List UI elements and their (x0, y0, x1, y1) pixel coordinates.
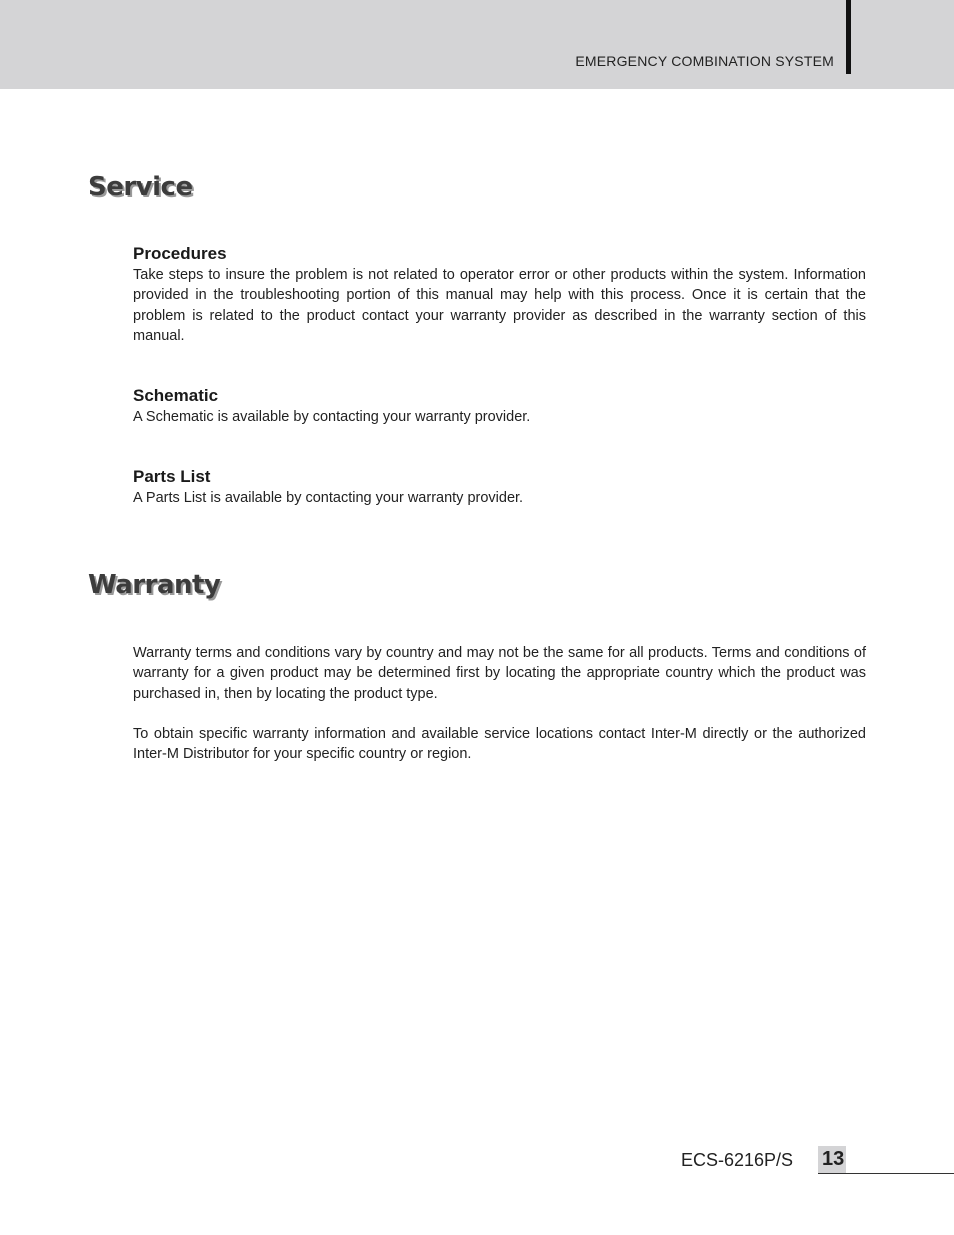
warranty-section-title: Warranty (88, 570, 221, 600)
header-title: EMERGENCY COMBINATION SYSTEM (575, 53, 834, 69)
page-number: 13 (822, 1148, 845, 1170)
service-section-title: Service (88, 172, 193, 202)
parts-list-text: A Parts List is available by contacting your warranty provider. (133, 490, 524, 506)
header-divider (846, 0, 851, 74)
warranty-paragraph-2: To obtain specific warranty information and available service locations contact Inter-M directly or the authorized Inter-M Distributor for your specific country or region. (133, 726, 866, 763)
parts-list-heading: Parts List (133, 467, 211, 486)
warranty-paragraph-1: Warranty terms and conditions vary by country and may not be the same for all products. Terms and conditions of warranty for a given product may be determined first by locating the appropriate country which the product was purchased in, then by locating the product type. (133, 645, 866, 702)
footer-divider (818, 1173, 954, 1174)
schematic-text: A Schematic is available by contacting your warranty provider. (133, 409, 531, 425)
footer-model-number: ECS-6216P/S (681, 1150, 794, 1170)
header-band (0, 0, 954, 89)
schematic-heading: Schematic (133, 386, 219, 405)
procedures-heading: Procedures (133, 244, 227, 263)
procedures-text: Take steps to insure the problem is not related to operator error or other products within the system. Information provided in the troubleshooting portion of this manual may help with this process. Once it is certain that the problem is related to the product contact your warranty provider as described in the warranty section of this manual. (133, 267, 866, 345)
